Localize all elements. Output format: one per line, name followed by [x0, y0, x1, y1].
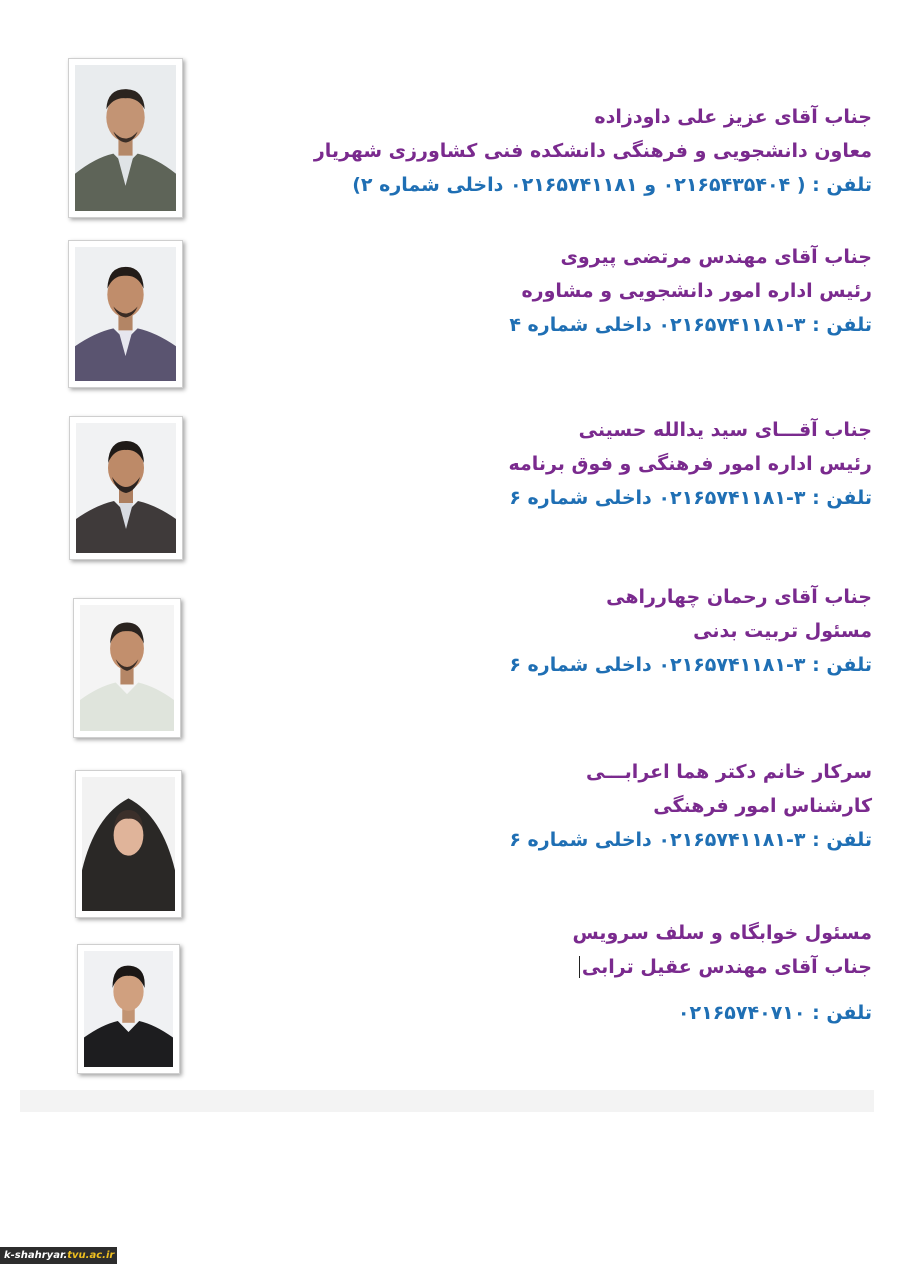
staff-photo [73, 598, 181, 738]
staff-role-text: جناب آقای مهندس عقیل ترابی [579, 956, 872, 978]
staff-info [252, 419, 872, 521]
footer-bar [20, 1090, 874, 1112]
staff-role [252, 956, 872, 990]
staff-info [252, 922, 872, 1036]
staff-name: جناب آقای مهندس مرتضی پیروی [560, 246, 872, 268]
staff-phone: تلفن : ۰۲۱۶۵۷۴۰۷۱۰ [677, 1002, 872, 1024]
staff-info [252, 106, 872, 208]
staff-photo [68, 240, 183, 388]
staff-name: سرکار خانم دکتر هما اعرابـــی [585, 761, 872, 783]
staff-phone: تلفن : ۳-۰۲۱۶۵۷۴۱۱۸۱ داخلی شماره ۶ [509, 829, 872, 851]
site-watermark [0, 1247, 117, 1264]
staff-info [252, 586, 872, 688]
staff-name: جناب آقـــای سید یدالله حسینی [578, 419, 872, 441]
staff-photo [77, 944, 180, 1074]
staff-name: مسئول خوابگاه و سلف سرویس [572, 922, 872, 944]
staff-role: مسئول تربیت بدنی [693, 620, 872, 642]
staff-role: رئیس اداره امور دانشجویی و مشاوره [521, 280, 872, 302]
staff-photo [69, 416, 183, 560]
watermark-domain: tvu.ac.ir [67, 1250, 115, 1261]
staff-info [252, 246, 872, 348]
staff-phone: تلفن : ۳-۰۲۱۶۵۷۴۱۱۸۱ داخلی شماره ۶ [509, 487, 872, 509]
staff-photo [75, 770, 182, 918]
staff-photo [68, 58, 183, 218]
staff-name: جناب آقای عزیز علی داودزاده [594, 106, 872, 128]
staff-role: کارشناس امور فرهنگی [653, 795, 872, 817]
staff-phone: تلفن : ۳-۰۲۱۶۵۷۴۱۱۸۱ داخلی شماره ۴ [509, 314, 872, 336]
staff-role: معاون دانشجویی و فرهنگی دانشکده فنی کشاورزی شهریار [313, 140, 872, 162]
staff-phone: تلفن : ( ۰۲۱۶۵۴۳۵۴۰۴ و ۰۲۱۶۵۷۴۱۱۸۱ داخلی شماره ۲) [352, 174, 872, 196]
staff-info [252, 761, 872, 863]
staff-name: جناب آقای رحمان چهارراهی [606, 586, 872, 608]
staff-phone: تلفن : ۳-۰۲۱۶۵۷۴۱۱۸۱ داخلی شماره ۶ [509, 654, 872, 676]
staff-role: رئیس اداره امور فرهنگی و فوق برنامه [508, 453, 872, 475]
watermark-prefix: k-shahryar. [4, 1250, 68, 1261]
